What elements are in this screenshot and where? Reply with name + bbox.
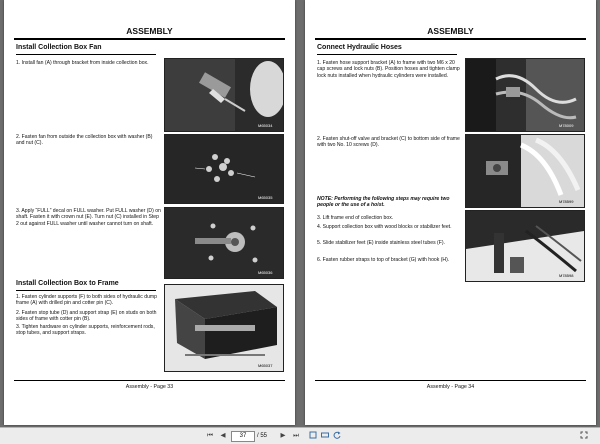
next-page-icon[interactable]: ▶ <box>280 432 286 439</box>
footer-rule <box>315 380 586 381</box>
step-text: 1. Fasten hose support bracket (A) to frame with two M6 x 20 cap screws and lock nuts (B). Position hoses and tighten clamp lock nuts installed when hydraulic cylinders were installed. <box>317 60 460 79</box>
photo-code: M78599 <box>559 199 574 204</box>
document-page-left <box>4 0 295 425</box>
photo-code: M65037 <box>258 363 273 368</box>
photo-stabilizer-feet <box>465 210 585 282</box>
page-number-input[interactable]: 37 <box>231 431 255 442</box>
photo-code: M65034 <box>258 123 273 128</box>
page-footer: Assembly - Page 33 <box>125 384 174 390</box>
photo-code: M65036 <box>258 270 273 275</box>
section-title-hoses: Connect Hydraulic Hoses <box>317 44 402 51</box>
step-text: 3. Tighten hardware on cylinder supports, reinforcement rods, stop tubes, and support straps. <box>16 324 155 337</box>
step-text: 2. Fasten shut-off valve and bracket (C) to bottom side of frame with two No. 10 screws (D). <box>317 136 460 149</box>
viewer-toolbar <box>0 427 600 444</box>
section-rule <box>317 54 457 55</box>
footer-rule <box>14 380 285 381</box>
photo-code: M78009 <box>559 123 574 128</box>
page-header: ASSEMBLY <box>14 24 285 40</box>
photo-shutoff-valve <box>465 134 585 208</box>
rotate-icon[interactable] <box>332 431 342 441</box>
document-page-right <box>305 0 596 425</box>
step-text: 1. Install fan (A) through bracket from inside collection box. <box>16 60 149 66</box>
last-page-icon[interactable]: ⏭ <box>293 432 299 439</box>
expand-icon[interactable] <box>578 431 590 441</box>
step-text: 3. Lift frame end of collection box. <box>317 215 394 221</box>
previous-page-icon[interactable]: ◀ <box>220 432 226 439</box>
page-total: / 55 <box>257 433 268 439</box>
photo-full-washer <box>164 207 284 279</box>
fit-page-icon[interactable] <box>308 431 318 441</box>
section-rule <box>16 290 156 291</box>
photo-washer-nut <box>164 134 284 204</box>
photo-code: M65035 <box>258 195 273 200</box>
step-text: 2. Fasten fan from outside the collection box with washer (B) and nut (C). <box>16 134 153 147</box>
step-text: 5. Slide stabilizer feet (E) inside stainless steel tubes (F). <box>317 240 445 246</box>
step-text: 3. Apply “FULL” decal on FULL washer. Put FULL washer (D) on shaft. Fasten it with crown nut (E). Turn nut (C) installed in Step 2 out against FULL washer until washer cannot turn on shaft. <box>16 208 161 227</box>
note-text: NOTE: Performing the following steps may require two people or the use of a hoist. <box>317 196 450 209</box>
first-page-icon[interactable]: ⏮ <box>207 432 213 439</box>
section-rule <box>16 54 156 55</box>
step-text: 1. Fasten cylinder supports (F) to both sides of hydraulic dump frame (A) with drilled pin and cotter pin (C). <box>16 294 157 307</box>
photo-code: M78598 <box>559 273 574 278</box>
photo-hose-bracket <box>465 58 585 132</box>
section-title-frame: Install Collection Box to Frame <box>16 280 119 287</box>
photo-fan-install <box>164 58 284 132</box>
step-text: 6. Fasten rubber straps to top of bracket (G) with hook (H). <box>317 257 450 263</box>
step-text: 4. Support collection box with wood blocks or stabilizer feet. <box>317 224 452 230</box>
page-footer: Assembly - Page 34 <box>426 384 475 390</box>
section-title-fan: Install Collection Box Fan <box>16 44 102 51</box>
step-text: 2. Fasten stop tube (D) and support strap (E) on studs on both sides of frame with cotter pin (B). <box>16 310 157 323</box>
fit-width-icon[interactable] <box>320 431 330 441</box>
page-header: ASSEMBLY <box>315 24 586 40</box>
photo-box-frame <box>164 284 284 372</box>
